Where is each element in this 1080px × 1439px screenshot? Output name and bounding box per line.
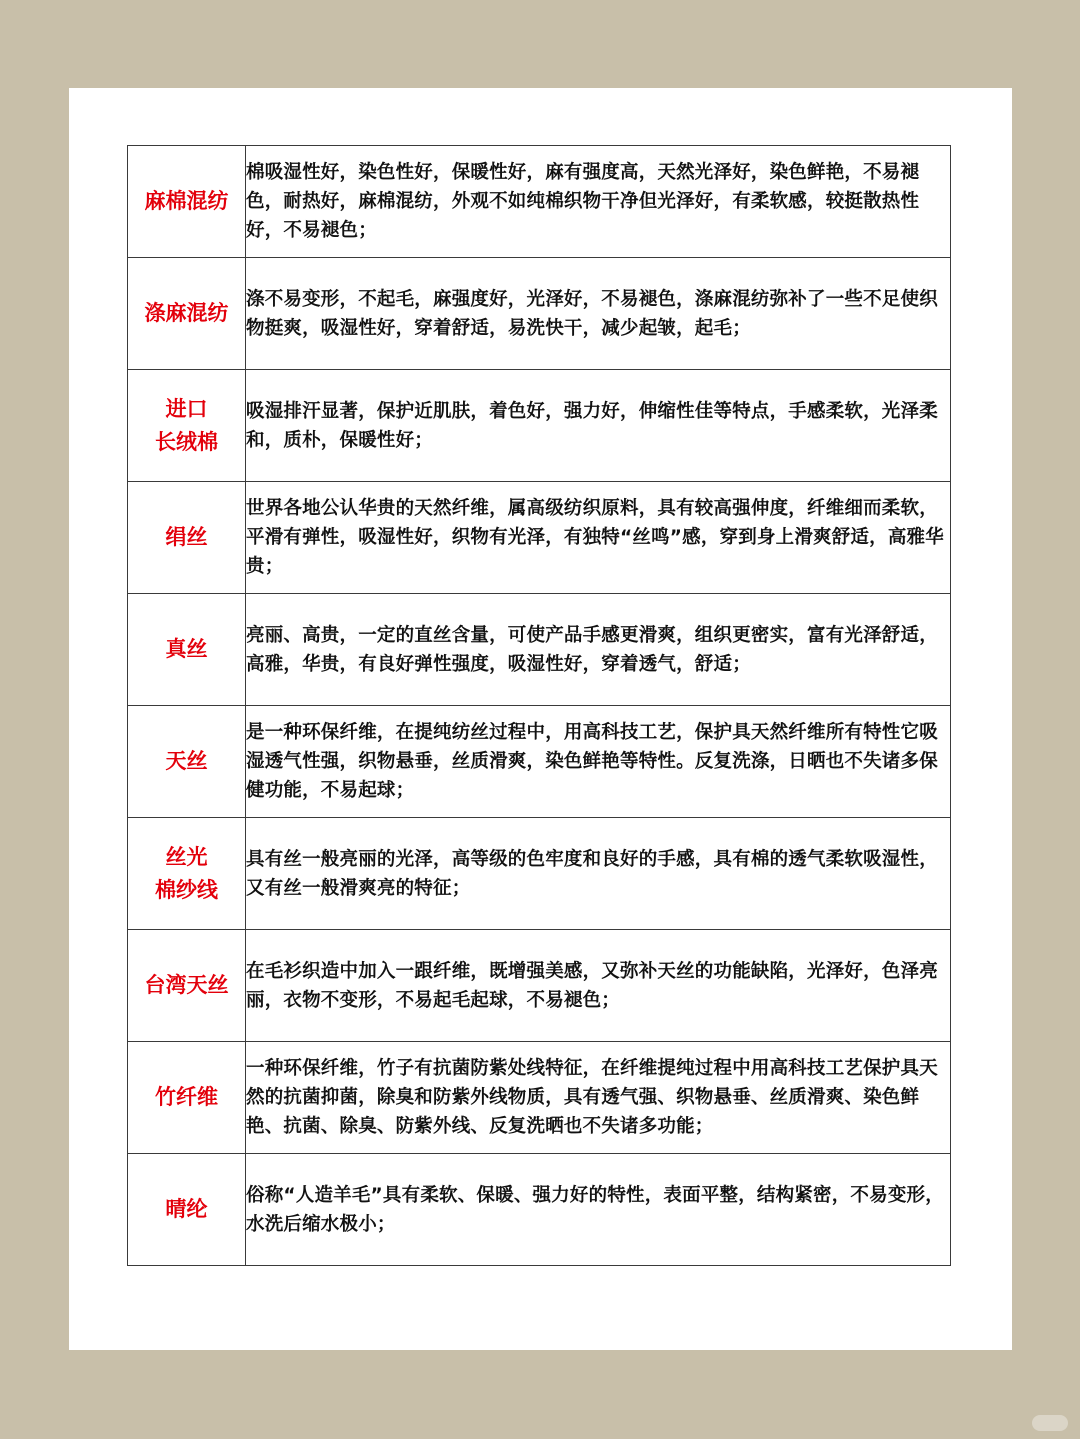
fabric-name-cell [128, 258, 246, 370]
fabric-description: 具有丝一般亮丽的光泽，高等级的色牢度和良好的手感，具有棉的透气柔软吸湿性，又有丝一般滑爽亮的特征； [246, 818, 951, 930]
fabric-description: 俗称“人造羊毛”具有柔软、保暖、强力好的特性，表面平整，结构紧密，不易变形，水洗后缩水极小； [246, 1154, 951, 1266]
fabric-description: 棉吸湿性好，染色性好，保暖性好，麻有强度高，天然光泽好，染色鲜艳，不易褪色，耐热好，麻棉混纺，外观不如纯棉织物干净但光泽好，有柔软感，较挺散热性好，不易褪色； [246, 146, 951, 258]
fabric-name: 台湾天丝 [144, 973, 229, 997]
fabric-description: 吸湿排汗显著，保护近肌肤，着色好，强力好，伸缩性佳等特点，手感柔软，光泽柔和，质朴，保暖性好； [246, 370, 951, 482]
content-card [69, 88, 1012, 1350]
fabric-name-cell [128, 930, 246, 1042]
fabric-description: 是一种环保纤维，在提纯纺丝过程中，用高科技工艺，保护具天然纤维所有特性它吸湿透气性强，织物悬垂，丝质滑爽，染色鲜艳等特性。反复洗涤，日晒也不失诸多保健功能，不易起球； [246, 706, 951, 818]
fabric-description: 世界各地公认华贵的天然纤维，属高级纺织原料，具有较高强伸度，纤维细而柔软，平滑有弹性，吸湿性好，织物有光泽，有独特“丝鸣”感，穿到身上滑爽舒适，高雅华贵； [246, 482, 951, 594]
table-row [128, 594, 951, 706]
table-row [128, 706, 951, 818]
fabric-name-cell [128, 706, 246, 818]
fabric-name-cell [128, 482, 246, 594]
fabric-name: 麻棉混纺 [144, 189, 229, 213]
table-row [128, 818, 951, 930]
fabric-name: 天丝 [165, 749, 208, 773]
fabric-name: 晴纶 [165, 1197, 208, 1221]
table-row [128, 370, 951, 482]
fabric-name-cell [128, 818, 246, 930]
fabric-name-cell [128, 594, 246, 706]
fabric-description: 在毛衫织造中加入一跟纤维，既增强美感，又弥补天丝的功能缺陷，光泽好，色泽亮丽，衣物不变形，不易起毛起球，不易褪色； [246, 930, 951, 1042]
fabric-name: 绢丝 [165, 525, 208, 549]
fabric-name-line-1: 进口 [165, 396, 208, 421]
fabric-description: 涤不易变形，不起毛，麻强度好，光泽好，不易褪色，涤麻混纺弥补了一些不足使织物挺爽，吸湿性好，穿着舒适，易洗快干，减少起皱，起毛； [246, 258, 951, 370]
table-row [128, 1042, 951, 1154]
fabric-name-cell [128, 370, 246, 482]
fabric-name-line-1: 丝光 [165, 844, 208, 869]
table-row [128, 482, 951, 594]
watermark-badge [1032, 1415, 1068, 1431]
fabric-name-line-2: 棉纱线 [155, 877, 218, 902]
fabric-name-cell [128, 146, 246, 258]
fabric-properties-table [127, 145, 951, 1266]
fabric-name: 涤麻混纺 [144, 301, 229, 325]
fabric-name-line-2: 长绒棉 [155, 429, 218, 454]
table-row [128, 146, 951, 258]
fabric-name-cell [128, 1042, 246, 1154]
table-row [128, 258, 951, 370]
fabric-description: 亮丽、高贵，一定的直丝含量，可使产品手感更滑爽，组织更密实，富有光泽舒适，高雅，华贵，有良好弹性强度，吸湿性好，穿着透气，舒适； [246, 594, 951, 706]
fabric-name: 真丝 [165, 637, 208, 661]
table-body [128, 146, 951, 1266]
fabric-description: 一种环保纤维，竹子有抗菌防紫处线特征，在纤维提纯过程中用高科技工艺保护具天然的抗菌抑菌，除臭和防紫外线物质，具有透气强、织物悬垂、丝质滑爽、染色鲜艳、抗菌、除臭、防紫外线、反复洗晒也不失诸多功能； [246, 1042, 951, 1154]
table-row [128, 1154, 951, 1266]
table-row [128, 930, 951, 1042]
fabric-name-cell [128, 1154, 246, 1266]
fabric-name: 竹纤维 [155, 1085, 218, 1109]
